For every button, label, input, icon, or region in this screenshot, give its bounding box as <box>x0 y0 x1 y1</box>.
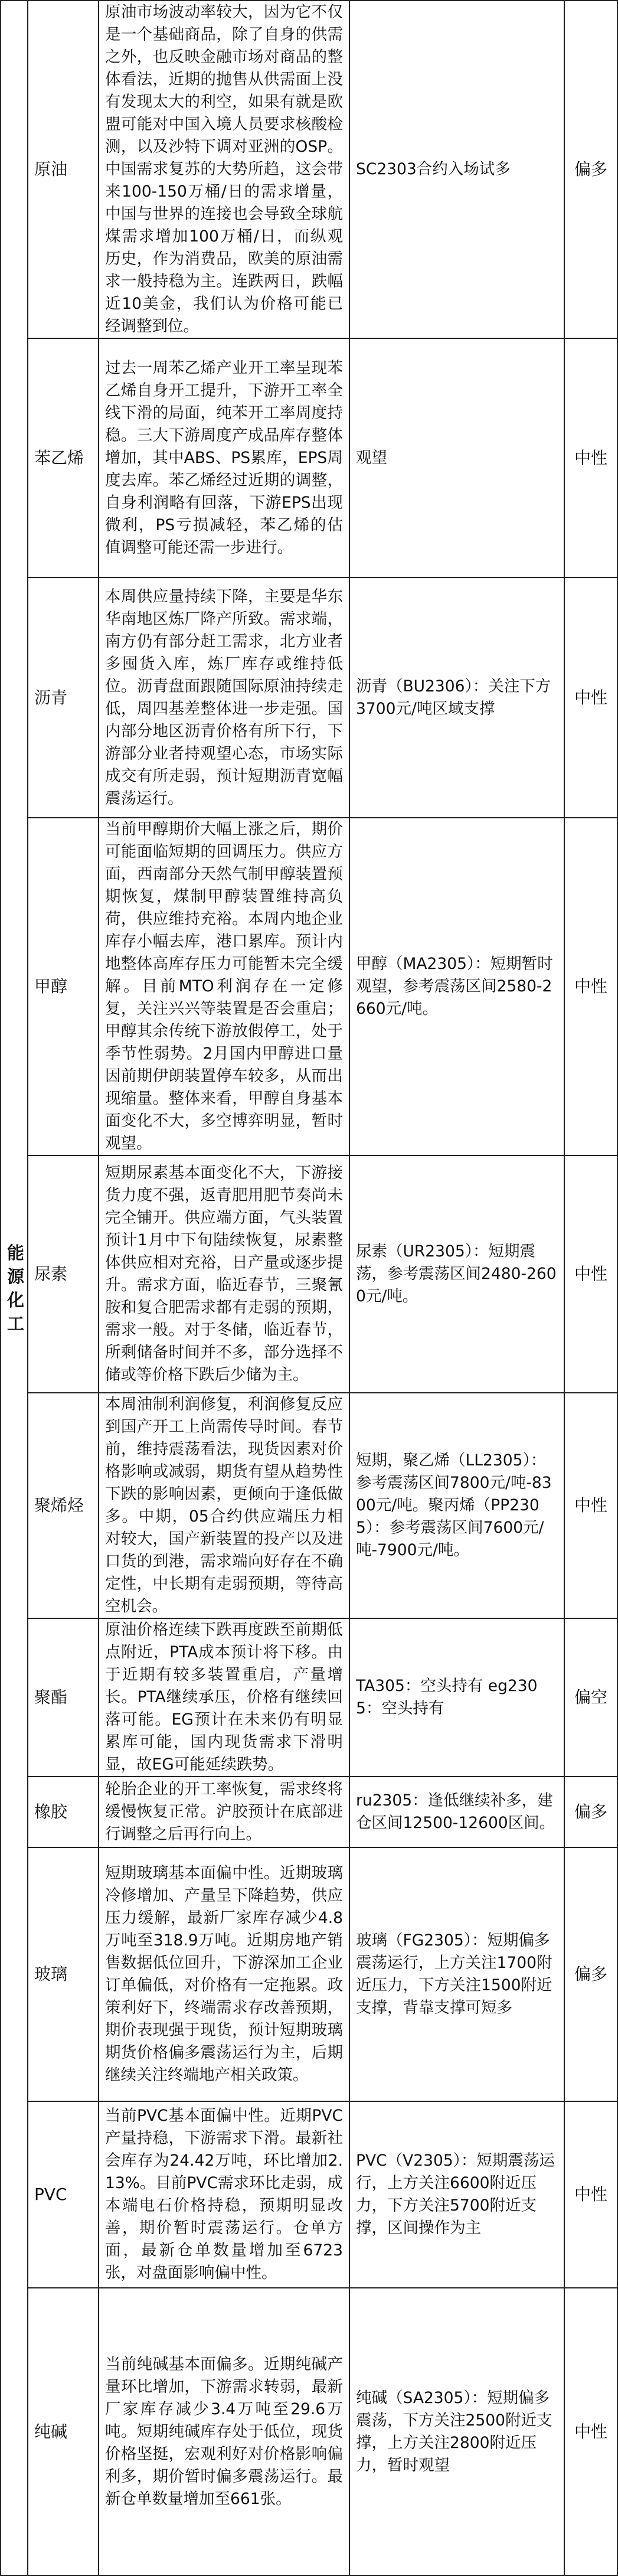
view-cell: 中性 <box>564 338 617 577</box>
analysis-cell: 过去一周苯乙烯产业开工率呈现苯乙烯自身开工提升，下游开工率全线下滑的局面，纯苯开工率周度持稳。三大下游周度产成品库存整体增加，其中ABS、PS累库，EPS周度去库。苯乙烯经过近期的调整，自身利润略有回落，下游EPS出现微利，PS亏损减轻，苯乙烯的估值调整可能还需一步进行。 <box>99 338 349 577</box>
product-cell: 橡胶 <box>28 1777 99 1847</box>
analysis-cell: 本周油制利润修复，利润修复反应到国产开工上尚需传导时间。春节前，维持震荡看法，现货因素对价格影响或减弱，期货有望从趋势性下跌的影响因素，更倾向于逢低做多。中期，05合约供应端压力相对较大，国产新装置的投产以及进口货的到港，需求端向好存在不确定性，中长期有走弱预期，等待高空机会。 <box>99 1393 349 1618</box>
product-cell: 尿素 <box>28 1155 99 1393</box>
strategy-cell: SC2303合约入场试多 <box>349 1 564 338</box>
view-cell: 偏多 <box>564 1847 617 2101</box>
table-row <box>1 1777 617 1847</box>
product-cell: PVC <box>28 2101 99 2288</box>
strategy-cell: 甲醇（MA2305）：短期暂时观望，参考震荡区间2580-2660元/吨。 <box>349 818 564 1155</box>
product-cell: 聚酯 <box>28 1618 99 1777</box>
view-cell: 偏多 <box>564 1 617 338</box>
table-row <box>1 338 617 577</box>
strategy-cell: 尿素（UR2305）：短期震荡，参考震荡区间2480-2600元/吨。 <box>349 1155 564 1393</box>
product-cell: 纯碱 <box>28 2288 99 2575</box>
view-cell: 中性 <box>564 2288 617 2575</box>
table-row <box>1 1393 617 1618</box>
analysis-cell: 当前PVC基本面偏中性。近期PVC产量持稳，下游需求下滑。最新社会库存为24.42万吨，环比增加2.13%。目前PVC需求环比走弱，成本端电石价格持稳，预期明显改善，期价暂时震荡运行。仓单方面，最新仓单数量增加至6723张，对盘面影响偏中性。 <box>99 2101 349 2288</box>
strategy-cell: PVC（V2305）：短期震荡运行，上方关注6600附近压力，下方关注5700附近支撑，区间操作为主 <box>349 2101 564 2288</box>
analysis-cell: 原油市场波动率较大，因为它不仅是一个基础商品，除了自身的供需之外，也反映金融市场对商品的整体看法，近期的抛售从供需面上没有发现太大的利空，如果有就是欧盟可能对中国入境人员要求核酸检测，以及沙特下调对亚洲的OSP。中国需求复苏的大势所趋，这会带来100-150万桶/日的需求增量，中国与世界的连接也会导致全球航煤需求增加100万桶/日，而纵观历史，作为消费品，欧美的原油需求一般持稳为主。连跌两日，跌幅近10美金，我们认为价格可能已经调整到位。 <box>99 1 349 338</box>
analysis-cell: 当前甲醇期价大幅上涨之后，期价可能面临短期的回调压力。供应方面，西南部分天然气制甲醇装置预期恢复，煤制甲醇装置维持高负荷，供应维持充裕。本周内地企业库存小幅去库，港口累库。预计内地整体高库存压力可能暂未完全缓解。目前MTO利润存在一定修复，关注兴兴等装置是否会重启；甲醇其余传统下游放假停工，处于季节性弱势。2月国内甲醇进口量因前期伊朗装置停车较多，从而出现缩量。整体来看，甲醇自身基本面变化不大，多空博弈明显，暂时观望。 <box>99 818 349 1155</box>
view-cell: 中性 <box>564 1155 617 1393</box>
table-row <box>1 1 617 338</box>
sector-cell <box>1 1 28 2575</box>
analysis-cell: 短期玻璃基本面偏中性。近期玻璃冷修增加、产量呈下降趋势，供应压力缓解，最新厂家库存减少4.8万吨至318.9万吨。近期房地产销售数据低位回升，下游深加工企业订单偏低，对价格有一定拖累。政策利好下，终端需求存改善预期，期价表现强于现货，预计短期玻璃期货价格偏多震荡运行为主，后期继续关注终端地产相关政策。 <box>99 1847 349 2101</box>
view-cell: 偏多 <box>564 1777 617 1847</box>
strategy-cell: 玻璃（FG2305）：短期偏多震荡运行，上方关注1700附近压力，下方关注1500附近支撑，背靠支撑可短多 <box>349 1847 564 2101</box>
strategy-cell: ru2305：逢低继续补多，建仓区间12500-12600区间。 <box>349 1777 564 1847</box>
strategy-cell: 短期，聚乙烯（LL2305）：参考震荡区间7800元/吨-8300元/吨。聚丙烯（PP2305）：参考震荡区间7600元/吨-7900元/吨。 <box>349 1393 564 1618</box>
product-cell: 甲醇 <box>28 818 99 1155</box>
table-row <box>1 1618 617 1777</box>
analysis-cell: 当前纯碱基本面偏多。近期纯碱产量环比增加，下游需求转弱，最新厂家库存减少3.4万吨至29.6万吨。短期纯碱库存处于低位，现货价格坚挺，宏观利好对价格影响偏利多，期价暂时偏多震荡运行。最新仓单数量增加至661张。 <box>99 2288 349 2575</box>
table-row <box>1 1155 617 1393</box>
product-cell: 苯乙烯 <box>28 338 99 577</box>
analysis-cell: 本周供应量持续下降，主要是华东华南地区炼厂降产所致。需求端，南方仍有部分赶工需求，北方业者多囤货入库，炼厂库存或维持低位。沥青盘面跟随国际原油持续走低，周四基差整体进一步走强。国内部分地区沥青价格有所下行，下游部分业者持观望心态，市场实际成交有所走弱，预计短期沥青宽幅震荡运行。 <box>99 577 349 818</box>
strategy-cell: 观望 <box>349 338 564 577</box>
table-row <box>1 2101 617 2288</box>
view-cell: 中性 <box>564 818 617 1155</box>
strategy-cell: 纯碱（SA2305）：短期偏多震荡，下方关注2500附近支撑，上方关注2800附近压力，暂时观望 <box>349 2288 564 2575</box>
product-cell: 沥青 <box>28 577 99 818</box>
sector-label: 能 源 化 工 <box>7 1242 25 1334</box>
table-row <box>1 577 617 818</box>
view-cell: 中性 <box>564 577 617 818</box>
strategy-cell: TA305：空头持有 eg2305：空头持有 <box>349 1618 564 1777</box>
analysis-cell: 轮胎企业的开工率恢复，需求终将缓慢恢复正常。沪胶预计在底部进行调整之后再行向上。 <box>99 1777 349 1847</box>
strategy-cell: 沥青（BU2306）：关注下方3700元/吨区域支撑 <box>349 577 564 818</box>
product-cell: 玻璃 <box>28 1847 99 2101</box>
product-cell: 原油 <box>28 1 99 338</box>
view-cell: 中性 <box>564 1393 617 1618</box>
table-row <box>1 818 617 1155</box>
view-cell: 中性 <box>564 2101 617 2288</box>
product-cell: 聚烯烃 <box>28 1393 99 1618</box>
table-row <box>1 1847 617 2101</box>
view-cell: 偏空 <box>564 1618 617 1777</box>
analysis-cell: 短期尿素基本面变化不大，下游接货力度不强，返青肥用肥节奏尚未完全铺开。供应端方面，气头装置预计1月中下旬陆续恢复，尿素整体供应相对充裕，日产量或逐步提升。需求方面，临近春节，三聚氰胺和复合肥需求都有走弱的预期，需求一般。对于冬储，临近春节，所剩储备时间并不多，部分选择不储或等价格下跌后少储为主。 <box>99 1155 349 1393</box>
table-row <box>1 2288 617 2575</box>
analysis-cell: 原油价格连续下跌再度跌至前期低点附近，PTA成本预计将下移。由于近期有较多装置重启，产量增长。PTA继续承压，价格有继续回落可能。EG预计在未来仍有明显累库可能，国内现货需求下滑明显，故EG可能延续跌势。 <box>99 1618 349 1777</box>
